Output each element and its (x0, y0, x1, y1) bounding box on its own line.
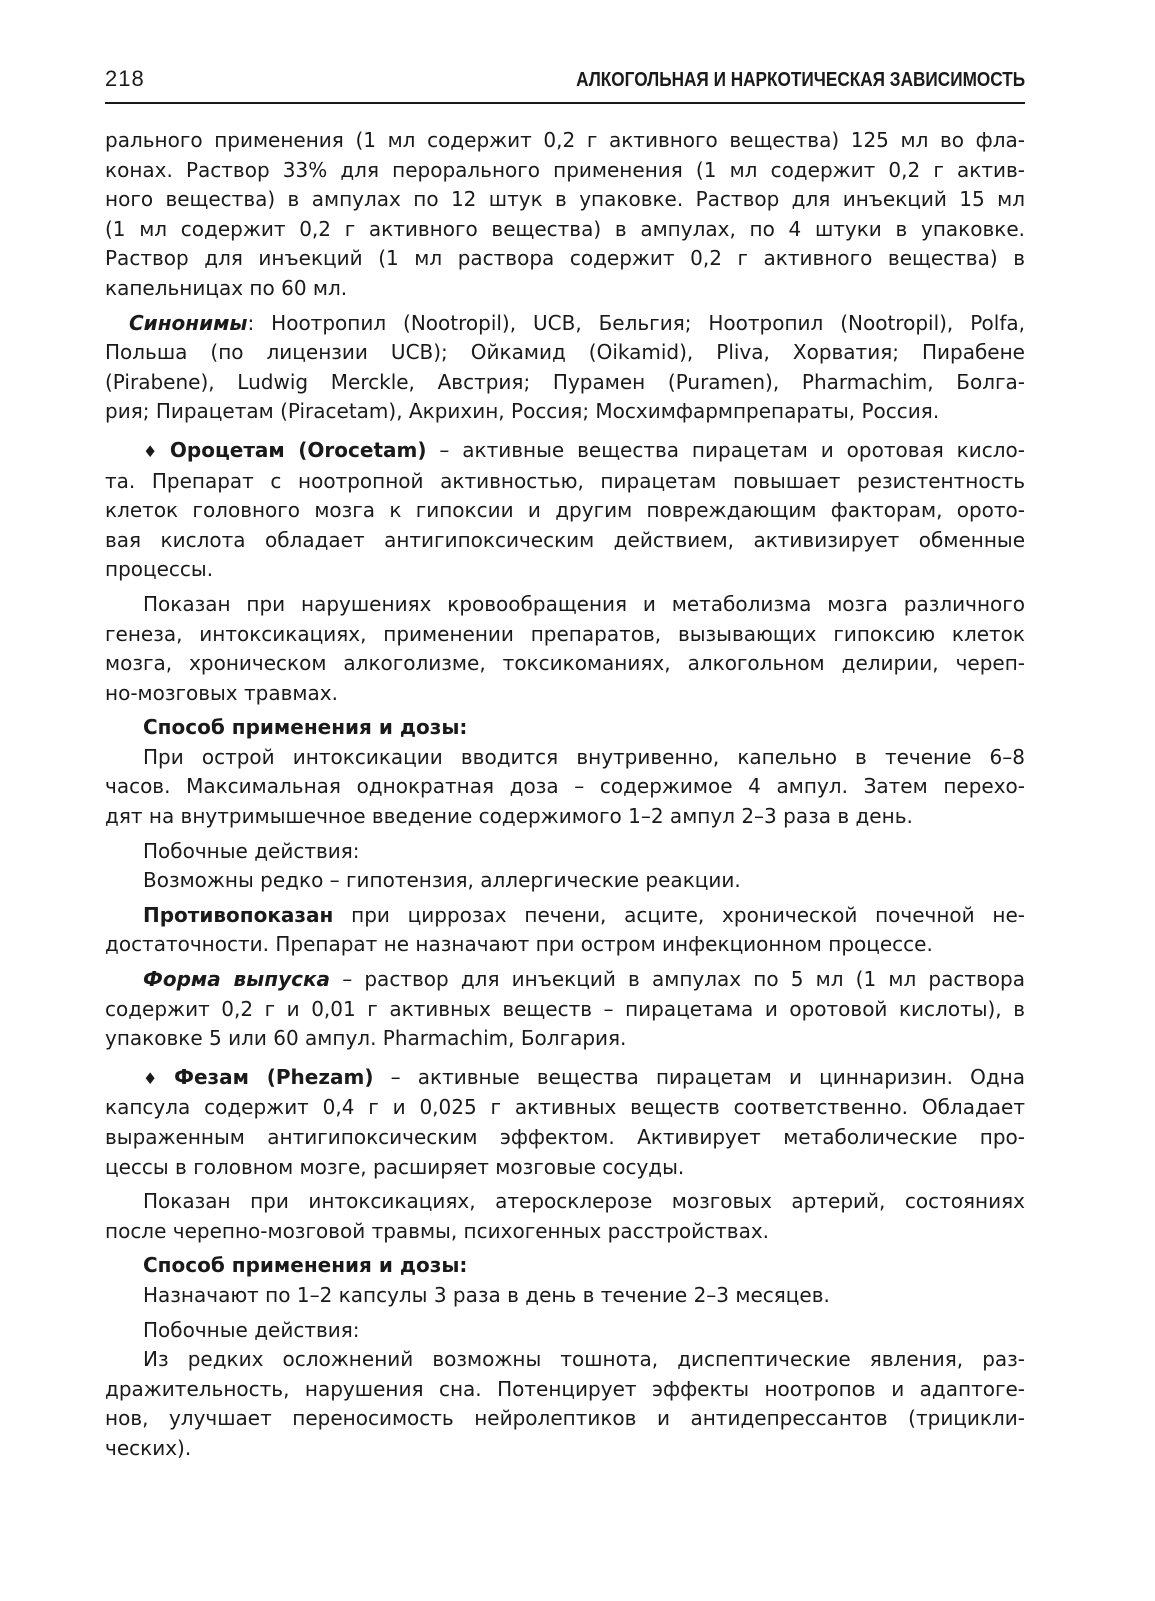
synonyms-label: Синонимы (129, 310, 248, 335)
text-line: дят на внутримышечное введение содержимого 1–2 ампул 2–3 раза в день. (105, 804, 913, 829)
orocetam-contraindications (105, 901, 1025, 960)
text-line: ного вещества) в ампулах по 12 штук в упаковке. Раствор для инъекций 15 мл (105, 187, 1025, 212)
text-line: (Pirabene), Ludwig Merckle, Австрия; Пурамен (Puramen), Pharmachim, Болга- (105, 369, 1025, 394)
drug-description: – активные вещества пирацетам и оротовая кисло- (426, 437, 1025, 462)
paragraph-release-forms (105, 126, 1025, 304)
text-line: конах. Раствор 33% для перорального применения (1 мл содержит 0,2 г актив- (105, 157, 1025, 182)
text-line: содержит 0,2 г и 0,01 г активных веществ – пирацетама и оротовой кислоты), в (105, 996, 1025, 1021)
orocetam-side-effects (105, 837, 1025, 896)
synonyms-text: : Ноотропил (Nootropil), UCB, Бельгия; Ноотропил (Nootropil), Polfa, (247, 310, 1025, 335)
page-body (105, 126, 1025, 1464)
text-line: та. Препарат с ноотропной активностью, пирацетам повышает резистентность (105, 468, 1025, 493)
text-line: процессы. (105, 557, 214, 582)
text-line: При острой интоксикации вводится внутривенно, капельно в течение 6–8 (143, 744, 1025, 769)
text-line (105, 1063, 1025, 1094)
text-line: рия; Пирацетам (Piracetam), Акрихин, Россия; Мосхимфармпрепараты, Россия. (105, 399, 940, 424)
document-page (105, 66, 1025, 1566)
text-line: цессы в головном мозге, расширяет мозговые сосуды. (105, 1154, 685, 1179)
text-line: после черепно-мозговой травмы, психогенных расстройствах. (105, 1218, 770, 1243)
text-line: Показан при нарушениях кровообращения и метаболизма мозга различного (143, 591, 1025, 616)
bullet-diamond-icon: ♦ (143, 441, 164, 461)
text-line: Польша (по лицензии UCB); Ойкамид (Oikamid), Pliva, Хорватия; Пирабене (105, 340, 1025, 365)
orocetam-indications (105, 590, 1025, 708)
drug-name-phezam: Фезам (Phezam) (174, 1064, 374, 1089)
phezam-side-effects (105, 1316, 1025, 1464)
text-line: но-мозговых травмах. (105, 680, 338, 705)
release-form-label: Форма выпуска (143, 967, 331, 992)
orocetam-dosage (105, 713, 1025, 831)
text-line: (1 мл содержит 0,2 г активного вещества) в ампулах, по 4 штуки в упаковке. (105, 216, 1025, 241)
text-line: Раствор для инъекций (1 мл раствора содержит 0,2 г активного вещества) в (105, 246, 1025, 271)
text-line: Из редких осложнений возможны тошнота, диспептические явления, раз- (143, 1347, 1025, 1372)
text-line: Возможны редко – гипотензия, аллергические реакции. (143, 868, 741, 893)
contraindications-text: при циррозах печени, асците, хронической почечной не- (333, 902, 1025, 927)
orocetam-release-form (105, 965, 1025, 1054)
drug-name-orocetam: Ороцетам (Orocetam) (169, 437, 427, 462)
text-line: клеток головного мозга к гипоксии и другим повреждающим факторам, орото- (105, 498, 1025, 523)
text-line (105, 436, 1025, 467)
text-line: часов. Максимальная однократная доза – содержимое 4 ампул. Затем перехо- (105, 774, 1025, 799)
text-line: ческих). (105, 1435, 192, 1460)
text-line: выраженным антигипоксическим эффектом. Активирует метаболические про- (105, 1125, 1025, 1149)
text-line: достаточности. Препарат не назначают при остром инфекционном процессе. (105, 932, 933, 957)
text-line: вая кислота обладает антигипоксическим действием, активизирует обменные (105, 527, 1025, 552)
text-line: капсула содержит 0,4 г и 0,025 г активных веществ соответственно. Обладает (105, 1095, 1025, 1120)
text-line: мозга, хроническом алкоголизме, токсикоманиях, алкогольном делирии, череп- (105, 651, 1025, 676)
bullet-diamond-icon: ♦ (143, 1068, 169, 1088)
running-title: АЛКОГОЛЬНАЯ И НАРКОТИЧЕСКАЯ ЗАВИСИМОСТЬ (575, 69, 1025, 91)
text-line (105, 309, 1025, 339)
text-line: капельницах по 60 мл. (105, 275, 348, 300)
text-line: дражительность, нарушения сна. Потенцирует эффекты ноотропов и адаптоге- (105, 1376, 1025, 1401)
section-heading: Способ применения и дозы: (143, 715, 468, 740)
text-line: Назначают по 1–2 капсулы 3 раза в день в течение 2–3 месяцев. (143, 1282, 830, 1307)
text-line: упаковке 5 или 60 ампул. Pharmachim, Болгария. (105, 1026, 627, 1051)
contraindications-label: Противопоказан (143, 902, 334, 927)
text-line: Показан при интоксикациях, атеросклерозе мозговых артерий, состояниях (143, 1189, 1025, 1214)
text-line: нов, улучшает переносимость нейролептиков и антидепрессантов (трицикли- (105, 1406, 1025, 1431)
entry-orocetam (105, 436, 1025, 585)
section-heading: Побочные действия: (143, 838, 360, 863)
drug-description: – активные вещества пирацетам и циннаризин. Одна (373, 1064, 1026, 1089)
section-heading: Способ применения и дозы: (143, 1253, 468, 1278)
section-heading: Побочные действия: (143, 1317, 360, 1342)
paragraph-synonyms (105, 309, 1025, 427)
text-line: рального применения (1 мл содержит 0,2 г активного вещества) 125 мл во фла- (105, 128, 1025, 152)
page-number: 218 (105, 66, 145, 91)
release-form-text: – раствор для инъекций в ампулах по 5 мл (1 мл раствора (330, 967, 1025, 992)
text-line (105, 901, 1025, 931)
phezam-indications (105, 1187, 1025, 1246)
text-line (105, 965, 1025, 995)
running-header (105, 66, 1025, 104)
entry-phezam (105, 1063, 1025, 1182)
phezam-dosage (105, 1251, 1025, 1310)
text-line: генеза, интоксикациях, применении препаратов, вызывающих гипоксию клеток (105, 621, 1025, 646)
